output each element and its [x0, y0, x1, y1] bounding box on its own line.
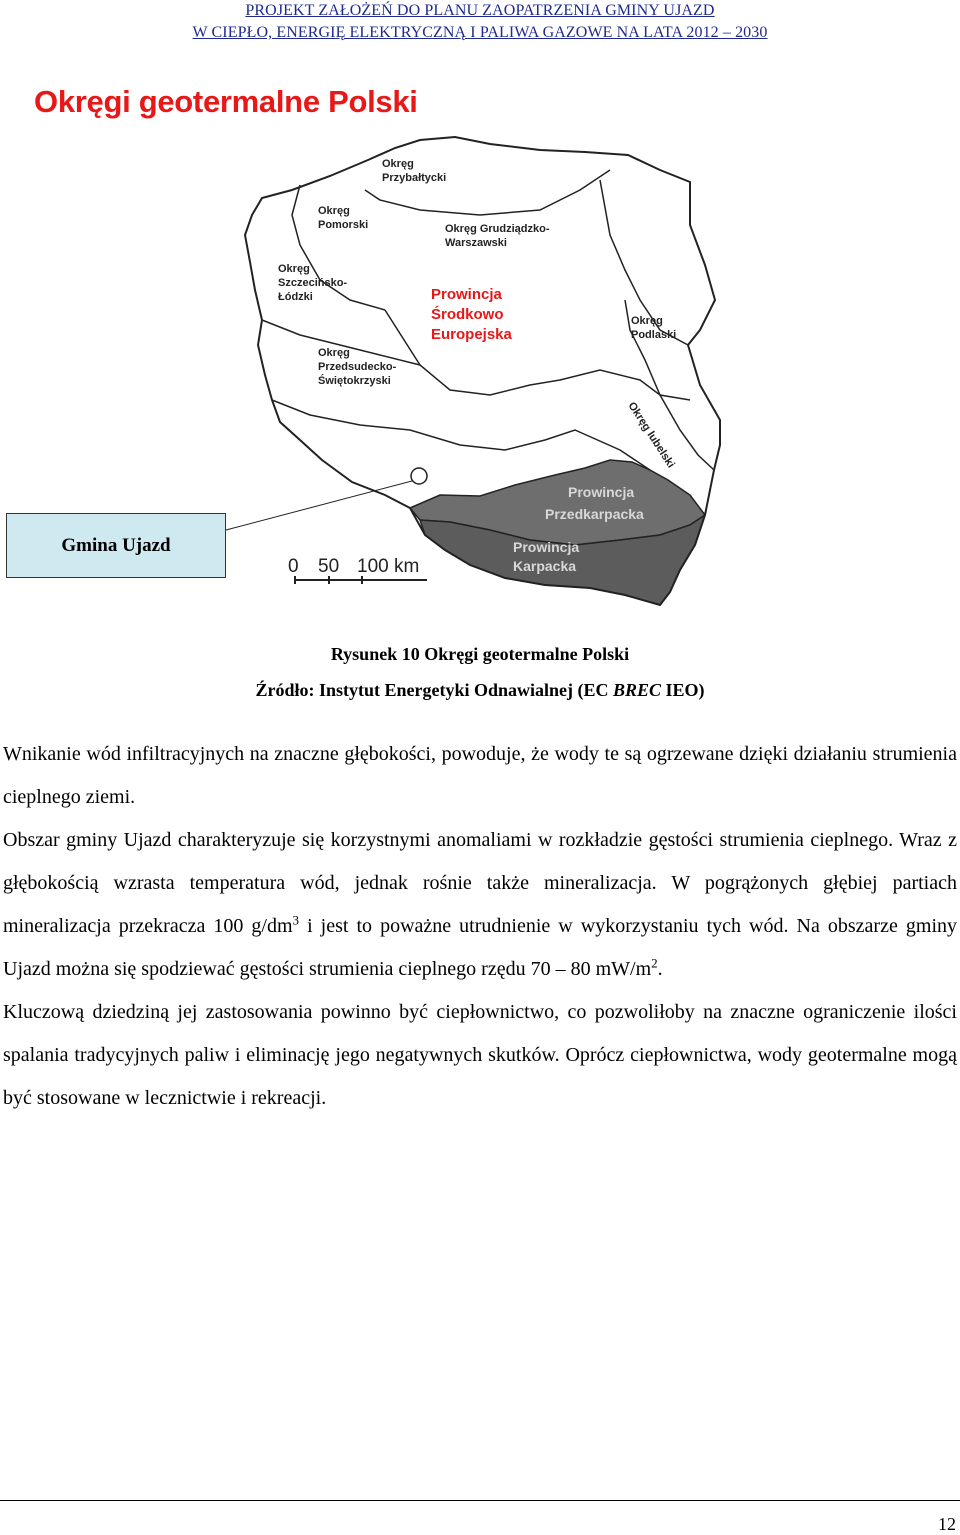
svg-text:Okręg Grudziądzko-Warszawski	[445, 223, 550, 249]
footer-rule	[0, 1500, 960, 1501]
ujazd-marker	[411, 468, 427, 484]
label-grudziadzko-1: Okręg Grudziądzko-	[445, 223, 550, 235]
paragraph-2-a: Obszar gminy Ujazd charakteryzuje się korzystnymi anomaliami w rozkładzie gęstości strumienia cieplnego. Wraz z głębokością wzrasta temperatura wód, jednak rośnie także mineralizacja. W pogrążonych głębiej partiach mineralizacja przekracza 100 g/dm	[3, 829, 957, 937]
svg-text:OkręgPomorski	[318, 205, 368, 231]
label-srodkowo-2: Środkowo	[431, 306, 504, 323]
svg-text:OkręgPodlaski	[631, 315, 676, 341]
label-pomorski-1: Okręg	[318, 205, 350, 217]
svg-text:OkręgPrzybałtycki	[382, 158, 446, 184]
scale-100: 100 km	[357, 556, 420, 577]
callout-pointer	[226, 481, 412, 530]
label-srodkowo-3: Europejska	[431, 326, 512, 343]
paragraph-2	[3, 819, 957, 991]
label-podlaski-1: Okręg	[631, 315, 663, 327]
superscript-3: 3	[292, 912, 300, 928]
label-przybaltycki-1: Okręg	[382, 158, 414, 170]
source-italic: BREC	[612, 680, 662, 700]
figure-source	[0, 680, 960, 701]
label-grudziadzko-2: Warszawski	[445, 237, 507, 249]
label-szczecinsko-2: Szczecińsko-	[278, 277, 348, 289]
header-line-2: W CIEPŁO, ENERGIĘ ELEKTRYCZNĄ I PALIWA GAZOWE NA LATA 2012 – 2030	[192, 24, 768, 41]
paragraph-2-b: i jest to poważne utrudnienie w wykorzystaniu tych wód. Na obszarze gminy Ujazd można się spodziewać gęstości strumienia cieplnego rzędu 70 – 80 mW/m	[3, 915, 957, 980]
label-przybaltycki-2: Przybałtycki	[382, 172, 447, 184]
paragraph-2-c: .	[657, 958, 663, 980]
scale-0: 0	[288, 556, 299, 577]
figure-caption: Rysunek 10 Okręgi geotermalne Polski	[330, 644, 630, 664]
callout-gmina-ujazd	[6, 513, 226, 578]
label-przedsudecko-3: Świętokrzyski	[318, 375, 391, 387]
label-pomorski-2: Pomorski	[318, 219, 369, 231]
label-szczecinsko-3: Łódzki	[278, 291, 313, 303]
label-srodkowo-1: Prowincja	[431, 286, 502, 303]
callout-label: Gmina Ujazd	[61, 534, 171, 556]
scale-50: 50	[318, 556, 340, 577]
svg-text:ProwincjaŚrodkowoEuropejska	[431, 286, 513, 343]
label-podlaski-2: Podlaski	[631, 329, 677, 341]
source-prefix: Źródło: Instytut Energetyki Odnawialnej (EC	[255, 680, 613, 700]
svg-text:OkręgSzczecińsko-Łódzki	[278, 263, 347, 303]
label-przedsudecko-1: Okręg	[318, 347, 350, 359]
scale-bar	[295, 576, 427, 584]
superscript-2: 2	[651, 955, 658, 971]
body-text	[3, 733, 957, 1120]
label-przedsudecko-2: Przedsudecko-	[318, 361, 397, 373]
label-przedkarpacka-1: Prowincja	[568, 484, 635, 500]
svg-text:OkręgPrzedsudecko-Świętokrzysk	[318, 347, 397, 387]
label-karpacka-2: Karpacka	[513, 558, 577, 574]
paragraph-3: Kluczową dziedziną jej zastosowania powinno być ciepłownictwo, co pozwoliłoby na znaczne ograniczenie ilości spalania tradycyjnych paliw i eliminację jego negatywnych skutków. Oprócz ciepłownictwa, wody geotermalne mogą być stosowane w lecznictwie i rekreacji.	[3, 1001, 957, 1109]
paragraph-1: Wnikanie wód infiltracyjnych na znaczne głębokości, powoduje, że wody te są ogrzewane dzięki działaniu strumienia cieplnego ziemi.	[3, 743, 957, 808]
label-lubelski: Okręg lubelski	[625, 400, 677, 471]
header-line-1: PROJEKT ZAŁOŻEŃ DO PLANU ZAOPATRZENIA GMINY UJAZD	[245, 2, 715, 19]
label-szczecinsko-1: Okręg	[278, 263, 310, 275]
page-number: 12	[938, 1514, 956, 1534]
map-title: Okręgi geotermalne Polski	[34, 84, 418, 119]
label-przedkarpacka-2: Przedkarpacka	[545, 506, 644, 522]
source-suffix: IEO)	[661, 680, 705, 700]
label-karpacka-1: Prowincja	[513, 539, 580, 555]
